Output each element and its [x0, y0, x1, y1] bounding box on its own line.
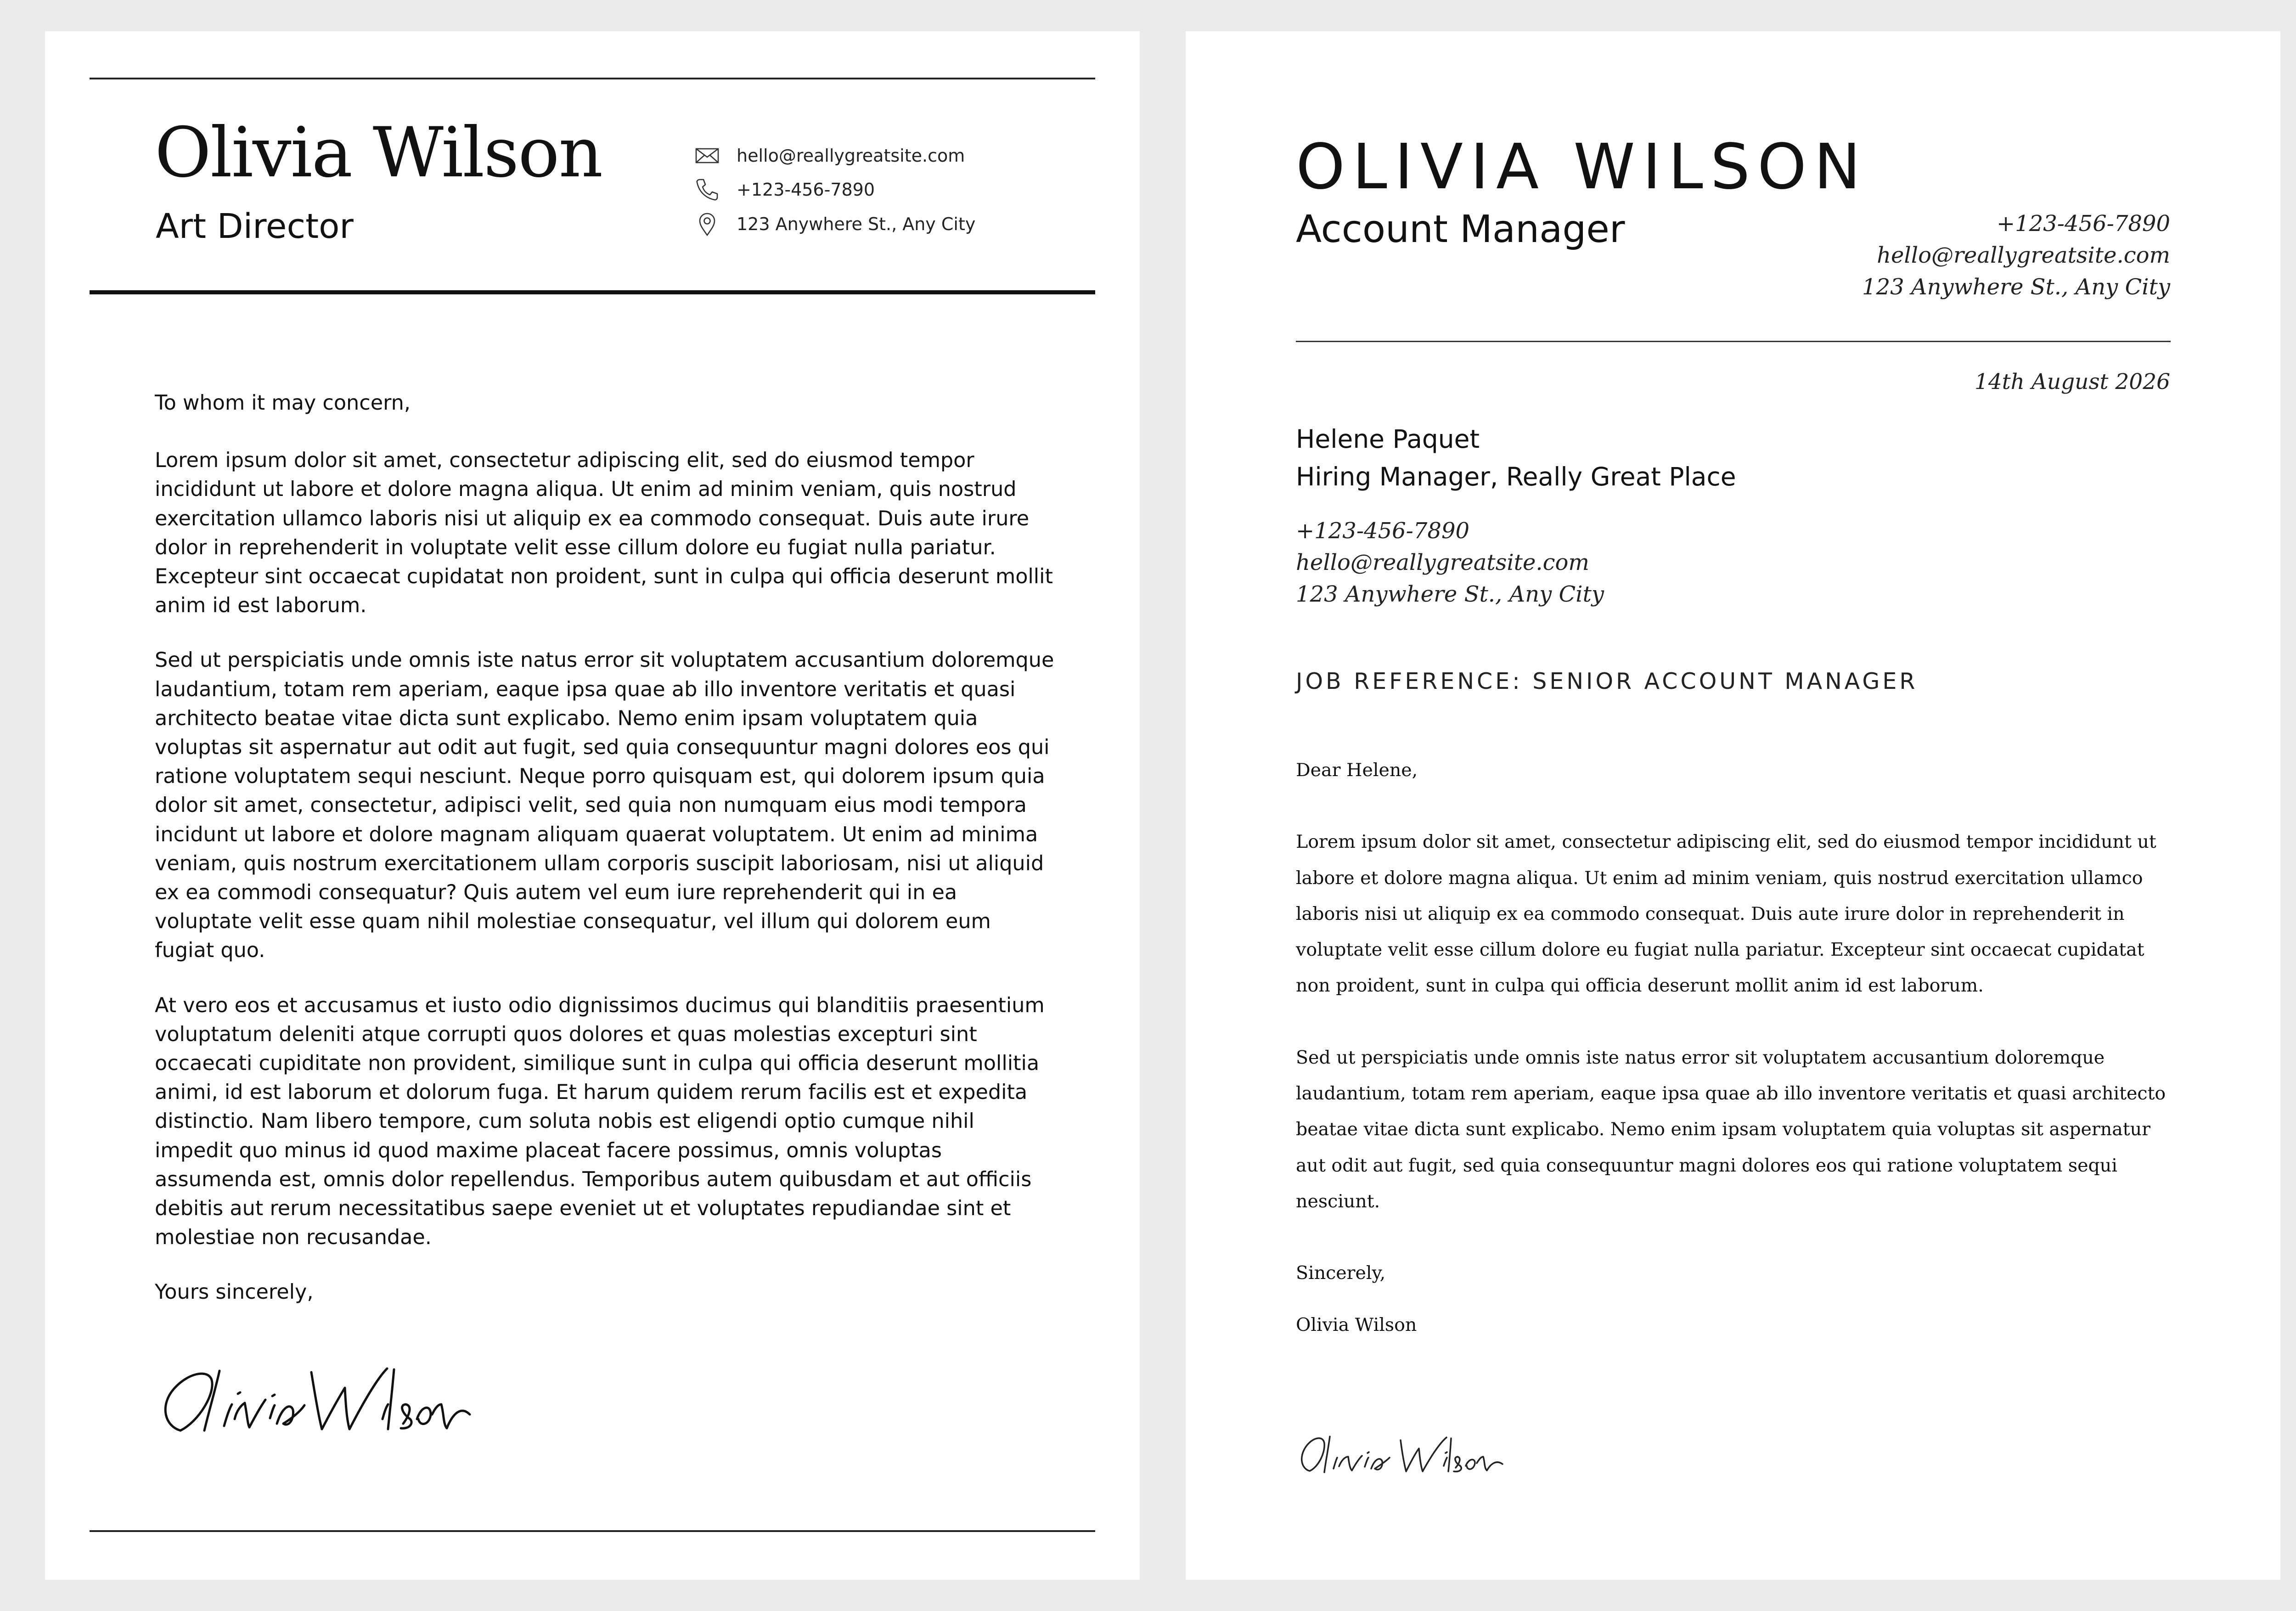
header-top-rule [90, 78, 1095, 79]
job-reference: JOB REFERENCE: SENIOR ACCOUNT MANAGER [1296, 668, 1918, 694]
contact-email-text: hello@reallygreatsite.com [737, 146, 965, 166]
recipient-name: Helene Paquet [1296, 424, 1480, 454]
sender-address: 123 Anywhere St., Any City [1862, 274, 2170, 300]
sender-email: hello@reallygreatsite.com [1877, 242, 2170, 268]
cover-letter-page-2 [1186, 31, 2280, 1580]
closing: Yours sincerely, [155, 1280, 314, 1304]
sender-phone: +123-456-7890 [1996, 211, 2170, 237]
greeting: To whom it may concern, [155, 391, 411, 415]
envelope-icon [694, 143, 720, 169]
body-paragraph: Sed ut perspiciatis unde omnis iste natus error sit voluptatem accusantium doloremque laudantium, totam rem aperiam, eaque ipsa quae ab illo inventore veritatis et quasi architecto beatae vitae dicta sunt explicabo. Nemo enim ipsam voluptatem quia voluptas sit aspernatur aut odit aut fugit, sed quia consequuntur magni dolores eos qui ratione voluptatem sequi nesciunt. Neque porro quisquam est, qui dolorem ipsum quia dolor sit amet, consectetur, adipisci velit, sed quia non numquam eius modi tempora incidunt ut labore et dolore magnam aliquam quaerat voluptatem. Ut enim ad minima veniam, quis nostrum exercitationem ullam corporis suscipit laboriosam, nisi ut aliquid ex ea commodi consequatur? Quis autem vel eum iure reprehenderit qui in ea voluptate velit esse quam nihil molestiae consequatur, vel illum qui dolorem eum fugiat quo. [155, 648, 1054, 963]
letter-body [1296, 752, 2171, 1343]
phone-icon [694, 177, 720, 203]
salutation: Dear Helene, [1296, 760, 1418, 781]
contact-phone [694, 176, 875, 203]
contact-phone-text: +123-456-7890 [737, 180, 875, 200]
body-paragraph: Sed ut perspiciatis unde omnis iste natus error sit voluptatem accusantium doloremque laudantium, totam rem aperiam, eaque ipsa quae ab illo inventore veritatis et quasi architecto beatae vitae dicta sunt explicabo. Nemo enim ipsam voluptatem quia voluptas sit aspernatur aut odit aut fugit, sed quia consequuntur magni dolores eos qui ratione voluptatem sequi nesciunt. [1296, 1047, 2166, 1212]
letter-body [155, 389, 1055, 1333]
recipient-email: hello@reallygreatsite.com [1296, 550, 1589, 575]
contact-address [694, 210, 975, 238]
signer-name: Olivia Wilson [1296, 1314, 1417, 1335]
recipient-phone: +123-456-7890 [1296, 518, 1470, 544]
letter-date: 14th August 2026 [1974, 369, 2170, 394]
recipient-block [1296, 420, 1736, 496]
applicant-name: OLIVIA WILSON [1296, 131, 1868, 203]
applicant-title: Art Director [156, 207, 354, 246]
recipient-address: 123 Anywhere St., Any City [1296, 581, 1604, 607]
signature [1292, 1427, 1513, 1482]
applicant-title: Account Manager [1296, 208, 1625, 251]
closing: Sincerely, [1296, 1262, 1386, 1284]
body-paragraph: Lorem ipsum dolor sit amet, consectetur adipiscing elit, sed do eiusmod tempor incididunt ut labore et dolore magna aliqua. Ut enim ad minim veniam, quis nostrud exercitation ullamco laboris nisi ut aliquip ex ea commodo consequat. Duis aute irure dolor in reprehenderit in voluptate velit esse cillum dolore eu fugiat nulla pariatur. Excepteur sint occaecat cupidatat non proident, sunt in culpa qui officia deserunt mollit anim id est laborum. [155, 449, 1053, 618]
signature [153, 1350, 484, 1451]
contact-address-text: 123 Anywhere St., Any City [737, 214, 976, 234]
cover-letter-page-1 [45, 31, 1140, 1580]
sender-contact [1862, 208, 2170, 303]
location-pin-icon [694, 211, 720, 237]
contact-email [694, 142, 965, 169]
body-paragraph: Lorem ipsum dolor sit amet, consectetur adipiscing elit, sed do eiusmod tempor incididunt ut labore et dolore magna aliqua. Ut enim ad minim veniam, quis nostrud exercitation ullamco laboris nisi ut aliquip ex ea commodo consequat. Duis aute irure dolor in reprehenderit in voluptate velit esse cillum dolore eu fugiat nulla pariatur. Excepteur sint occaecat cupidatat non proident, sunt in culpa qui officia deserunt mollit anim id est laborum. [1296, 831, 2156, 997]
footer-rule [90, 1530, 1095, 1532]
recipient-contact [1296, 515, 1604, 610]
recipient-position: Hiring Manager, Really Great Place [1296, 462, 1736, 491]
body-paragraph: At vero eos et accusamus et iusto odio dignissimos ducimus qui blanditiis praesentium voluptatum deleniti atque corrupti quos dolores et quas molestias excepturi sint occaecati cupiditate non provident, similique sunt in culpa qui officia deserunt mollitia animi, id est laborum et dolorum fuga. Et harum quidem rerum facilis est et expedita distinctio. Nam libero tempore, cum soluta nobis est eligendi optio cumque nihil impedit quo minus id quod maxime placeat facere possimus, omnis voluptas assumenda est, omnis dolor repellendus. Temporibus autem quibusdam et aut officiis debitis aut rerum necessitatibus saepe eveniet ut et voluptates repudiandae sint et molestiae non recusandae. [155, 993, 1045, 1250]
header-bottom-rule [90, 290, 1095, 294]
header-rule [1296, 341, 2171, 342]
applicant-name: Olivia Wilson [155, 113, 602, 193]
